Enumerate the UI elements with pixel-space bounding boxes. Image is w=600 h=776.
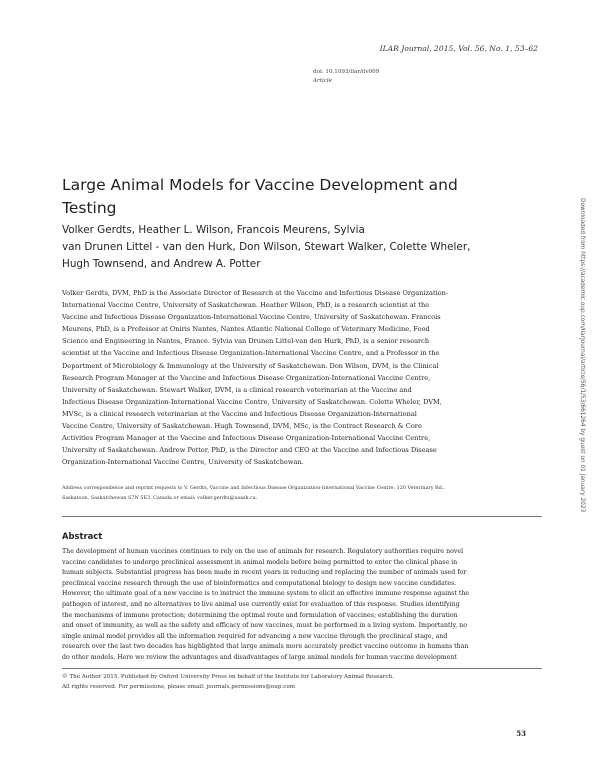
correspondence-note <box>62 484 540 503</box>
affiliation-line: Organization-International Vaccine Centre, University of Saskatchewan. <box>62 458 304 467</box>
abstract-line: the mechanisms of immune protection; determining the optimal route and formulation of vaccines; establishing the duration <box>62 611 458 619</box>
abstract-line: research over the last two decades has highlighted that large animals more accurately predict vaccine outcome in humans than <box>62 643 469 651</box>
abstract-body <box>62 547 540 664</box>
correspondence-line: Address correspondence and reprint requests to V. Gerdts, Vaccine and Infectious Disease Organization-International Vaccine Centre, 120 Veterinary Rd., <box>62 485 445 491</box>
footer-divider <box>62 668 542 669</box>
affiliation-line: Infectious Disease Organization-International Vaccine Centre, University of Saskatchewan. Colette Wheler, DVM, <box>62 397 442 406</box>
author-list <box>62 222 544 273</box>
abstract-line: However, the ultimate goal of a new vaccine is to instruct the immune system to elicit an effective immune response against the <box>62 590 470 598</box>
abstract-line: human subjects. Substantial progress has been made in recent years in reducing and replacing the number of animals used for <box>62 569 467 577</box>
author-line: Volker Gerdts, Heather L. Wilson, Francois Meurens, Sylvia <box>62 224 365 236</box>
abstract-line: do other models. Here we review the advantages and disadvantages of large animal models for human vaccine development <box>62 653 457 661</box>
affiliation-line: MVSc, is a clinical research veterinarian at the Vaccine and Infectious Disease Organization-International <box>62 409 417 418</box>
affiliation-line: Vaccine Centre, University of Saskatchewan. Hugh Townsend, DVM, MSc, is the Contract Research & Core <box>62 422 422 431</box>
abstract-line: single animal model provides all the information required for advancing a new vaccine through the preclinical stage, and <box>62 632 448 640</box>
affiliation-line: Department of Microbiology & Immunology at the University of Saskatchewan. Don Wilson, DVM, is the Clinical <box>62 361 439 370</box>
abstract-top-divider <box>62 516 542 517</box>
copyright-line[interactable]: All rights reserved. For permissions, please email: journals.permissions@oup.com <box>62 683 296 690</box>
copyright-line: © The Author 2015. Published by Oxford University Press on behalf of the Institute for Laboratory Animal Research. <box>62 674 394 680</box>
author-line: van Drunen Littel - van den Hurk, Don Wilson, Stewart Walker, Colette Wheler, <box>62 241 471 253</box>
correspondence-line[interactable]: Saskatoon, Saskatchewan S7N 5E3, Canada or email: volker.gerdts@usask.ca. <box>62 494 258 501</box>
author-affiliations <box>62 287 540 468</box>
copyright-notice <box>62 673 482 692</box>
affiliation-line: Volker Gerdts, DVM, PhD is the Associate Director of Research at the Vaccine and Infectious Disease Organization- <box>62 289 449 297</box>
abstract-line: The development of human vaccines continues to rely on the use of animals for research. Regulatory authorities require novel <box>62 548 464 555</box>
article-title <box>62 174 532 220</box>
title-line: Testing <box>62 199 117 217</box>
abstract-line: vaccine candidates to undergo preclinical assessment in animal models before being permitted to enter the clinical phase in <box>62 558 458 566</box>
affiliation-line: Activities Program Manager at the Vaccine and Infectious Disease Organization-International Vaccine Centre, <box>62 434 431 443</box>
title-line: Large Animal Models for Vaccine Development and <box>62 176 458 194</box>
page-number: 53 <box>516 729 526 738</box>
abstract-line: and onset of immunity, as well as the safety and efficacy of new vaccines, must be performed in a living system. Importantly, no <box>62 622 467 630</box>
affiliation-line: University of Saskatchewan. Andrew Potter, PhD, is the Director and CEO at the Vaccine and Infectious Disease <box>62 446 437 455</box>
affiliation-line: scientist at the Vaccine and Infectious Disease Organization-International Vaccine Centre, and a Professor in the <box>62 349 440 358</box>
abstract-line: preclinical vaccine research through the use of bioinformatics and computational biology to design new vaccine candidates. <box>62 579 457 587</box>
article-type: Article <box>313 78 332 84</box>
affiliation-line: Research Program Manager at the Vaccine and Infectious Disease Organization-International Vaccine Centre, <box>62 373 431 382</box>
affiliation-line: International Vaccine Centre, University of Saskatchewan. Heather Wilson, PhD, is a research scientist at the <box>62 301 430 310</box>
author-line: Hugh Townsend, and Andrew A. Potter <box>62 258 261 270</box>
abstract-heading: Abstract <box>62 531 103 541</box>
affiliation-line: Science and Engineering in Nantes, France. Sylvia van Drunen Littel-van den Hurk, PhD, is a senior research <box>62 337 430 346</box>
abstract-line: pathogen of interest, and no alternatives to live animal use currently exist for evaluation of this response. Studies identifying <box>62 600 460 608</box>
download-watermark: Downloaded from https://academic.oup.com/ilarjournal/article/56/1/53/661264 by guest on 01 January 2023 <box>579 198 585 513</box>
doi[interactable]: doi: 10.1093/ilar/ilv009 <box>313 69 380 75</box>
affiliation-line: Vaccine and Infectious Disease Organization-International Vaccine Centre, University of Saskatchewan. Francois <box>62 313 441 322</box>
journal-reference: ILAR Journal, 2015, Vol. 56, No. 1, 53–62 <box>379 44 538 53</box>
affiliation-line: Meurens, PhD, is a Professor at Oniris Nantes, Nantes Atlantic National College of Veterinary Medicine, Food <box>62 325 430 334</box>
affiliation-line: University of Saskatchewan. Stewart Walker, DVM, is a clinical research veterinarian at the Vaccine and <box>62 385 412 394</box>
